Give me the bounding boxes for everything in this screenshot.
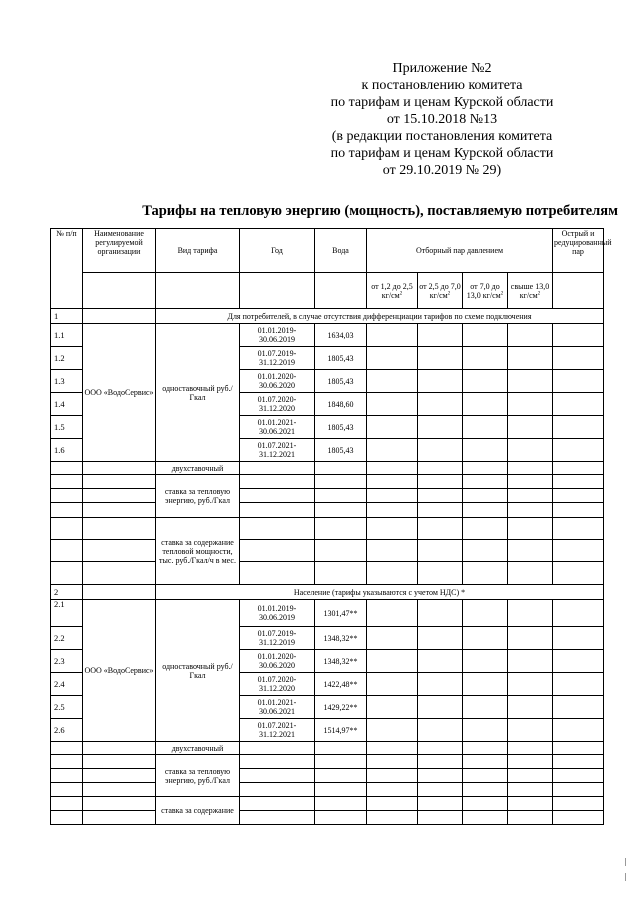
empty-cell [240,462,315,475]
empty-cell [508,650,553,673]
empty-cell [315,489,367,503]
header-org: Наименование регулируемой организации [83,229,156,273]
empty-cell [418,742,463,755]
scan-mark [625,858,626,866]
empty-cell [418,540,463,562]
pressure-1-header: от 1,2 до 2,5 $кг/см^2$ [367,273,418,309]
header-year: Год [240,229,315,273]
empty-cell [508,503,553,518]
period: 01.01.2019-30.06.2019 [240,324,315,347]
water-value: 1634,03 [315,324,367,347]
row-number: 2.4 [51,673,83,696]
empty-cell [83,811,156,825]
period: 01.01.2021-30.06.2021 [240,416,315,439]
empty-cell [553,439,604,462]
row-number: 1.4 [51,393,83,416]
empty-cell [315,273,367,309]
empty-cell [240,503,315,518]
empty-cell [240,475,315,489]
row-number: 2.5 [51,696,83,719]
empty-cell [240,742,315,755]
empty-cell [463,797,508,811]
empty-cell [553,347,604,370]
empty-cell [463,503,508,518]
row-number: 2.6 [51,719,83,742]
empty-cell [367,783,418,797]
empty-cell [315,475,367,489]
tariff-type: одноставочный руб./Гкал [156,600,240,742]
empty-cell [367,742,418,755]
empty-cell [463,673,508,696]
header-sharp-steam: Острый и редуцированный пар [553,229,604,273]
empty-cell [553,416,604,439]
empty-cell [315,811,367,825]
empty-cell [508,518,553,540]
empty-cell [463,562,508,585]
empty-cell [508,489,553,503]
empty-cell [240,273,315,309]
empty-cell [418,696,463,719]
empty-cell [418,627,463,650]
empty-cell [463,783,508,797]
table-row [51,462,604,475]
empty-cell [418,439,463,462]
empty-cell [315,562,367,585]
energy-rate-label: ставка за тепловую энергию, руб./Гкал [156,755,240,797]
empty-cell [367,627,418,650]
empty-cell [418,324,463,347]
period: 01.07.2019-31.12.2019 [240,347,315,370]
empty-cell [463,600,508,627]
table-row [51,783,604,797]
row-number: 1.3 [51,370,83,393]
empty-cell [367,462,418,475]
empty-cell [553,503,604,518]
empty-cell [553,393,604,416]
empty-cell [367,475,418,489]
empty-cell [553,650,604,673]
empty-cell [553,755,604,769]
empty-cell [240,783,315,797]
empty-cell [315,797,367,811]
tariff-table [50,228,612,825]
empty-cell [508,755,553,769]
empty-cell [508,475,553,489]
empty-cell [315,462,367,475]
empty-cell [553,600,604,627]
empty-cell [463,393,508,416]
empty-cell [83,562,156,585]
empty-cell [83,503,156,518]
header-num: № п/п [51,229,83,309]
table-row [51,797,604,811]
empty-cell [83,475,156,489]
empty-cell [367,696,418,719]
empty-cell [240,562,315,585]
empty-cell [418,650,463,673]
empty-cell [367,562,418,585]
empty-cell [367,393,418,416]
scan-mark [625,873,626,881]
empty-cell [83,540,156,562]
empty-cell [240,797,315,811]
table-row [51,742,604,755]
empty-cell [83,585,156,600]
appendix-block [292,60,592,179]
empty-cell [508,540,553,562]
empty-cell [508,600,553,627]
appendix-line: по тарифам и ценам Курской области [330,95,554,110]
empty-cell [367,503,418,518]
water-value: 1429,22** [315,696,367,719]
empty-cell [367,650,418,673]
empty-cell [51,562,83,585]
period: 01.01.2021-30.06.2021 [240,696,315,719]
water-value: 1805,43 [315,370,367,393]
empty-cell [315,755,367,769]
empty-cell [83,462,156,475]
empty-cell [367,673,418,696]
empty-cell [367,489,418,503]
row-number: 2.3 [51,650,83,673]
empty-cell [367,755,418,769]
empty-cell [553,489,604,503]
empty-cell [553,696,604,719]
empty-cell [508,462,553,475]
empty-cell [553,273,604,309]
empty-cell [240,489,315,503]
empty-cell [508,324,553,347]
empty-cell [463,475,508,489]
header-water: Вода [315,229,367,273]
period: 01.07.2020-31.12.2020 [240,673,315,696]
empty-cell [418,416,463,439]
empty-cell [508,393,553,416]
table-row [51,475,604,489]
empty-cell [418,719,463,742]
appendix-line: от 29.10.2019 № 29) [382,163,502,178]
empty-cell [367,416,418,439]
empty-cell [83,783,156,797]
empty-cell [508,627,553,650]
row-number: 1.2 [51,347,83,370]
empty-cell [156,273,240,309]
empty-cell [463,742,508,755]
two-rate-label: двухставочный [156,742,240,755]
empty-cell [463,696,508,719]
empty-cell [51,769,83,783]
empty-cell [51,462,83,475]
empty-cell [83,273,156,309]
empty-cell [83,797,156,811]
table-row [51,769,604,783]
empty-cell [553,719,604,742]
section-caption: Население (тарифы указываются с учетом НДС) * [156,585,604,600]
empty-cell [463,324,508,347]
empty-cell [367,324,418,347]
empty-cell [418,347,463,370]
empty-cell [508,416,553,439]
empty-cell [83,742,156,755]
energy-rate-label: ставка за тепловую энергию, руб./Гкал [156,475,240,518]
empty-cell [553,811,604,825]
empty-cell [51,783,83,797]
empty-cell [367,540,418,562]
empty-cell [553,673,604,696]
empty-cell [315,783,367,797]
empty-cell [418,600,463,627]
appendix-line: (в редакции постановления комитета [331,129,553,144]
document-title: Тарифы на тепловую энергию (мощность), поставляемую потребителям [142,203,618,219]
power-rate-label: ставка за содержание [156,797,240,825]
empty-cell [418,783,463,797]
empty-cell [367,347,418,370]
empty-cell [367,439,418,462]
empty-cell [508,769,553,783]
empty-cell [315,518,367,540]
water-value: 1805,43 [315,416,367,439]
empty-cell [51,742,83,755]
table-row [51,540,604,562]
empty-cell [553,797,604,811]
period: 01.01.2020-30.06.2020 [240,650,315,673]
empty-cell [553,769,604,783]
empty-cell [508,673,553,696]
empty-cell [418,755,463,769]
water-value: 1301,47** [315,600,367,627]
empty-cell [418,462,463,475]
table-row [51,324,604,347]
empty-cell [508,370,553,393]
empty-cell [508,347,553,370]
section-caption-row [51,585,604,600]
two-rate-label: двухставочный [156,462,240,475]
subheader-row [51,273,604,309]
empty-cell [508,783,553,797]
empty-cell [51,489,83,503]
empty-cell [463,462,508,475]
empty-cell [508,439,553,462]
pressure-3-header: от 7,0 до 13,0 $кг/см^2$ [463,273,508,309]
empty-cell [51,503,83,518]
empty-cell [51,518,83,540]
empty-cell [418,370,463,393]
water-value: 1805,43 [315,347,367,370]
empty-cell [367,769,418,783]
empty-cell [463,755,508,769]
empty-cell [418,562,463,585]
empty-cell [315,540,367,562]
power-rate-label: ставка за содержание тепловой мощности, тыс. руб./Гкал/ч в мес. [156,518,240,585]
row-number: 1.5 [51,416,83,439]
empty-cell [553,783,604,797]
empty-cell [367,600,418,627]
empty-cell [508,719,553,742]
water-value: 1514,97** [315,719,367,742]
table-row [51,562,604,585]
empty-cell [51,755,83,769]
empty-cell [463,650,508,673]
period: 01.07.2021-31.12.2021 [240,719,315,742]
empty-cell [553,562,604,585]
table-row [51,600,604,627]
section-caption-row [51,309,604,324]
empty-cell [51,811,83,825]
header-row [51,229,604,273]
pressure-4-header: свыше 13,0 $кг/см^2$ [508,273,553,309]
empty-cell [367,518,418,540]
empty-cell [418,811,463,825]
section-number: 2 [51,585,83,600]
empty-cell [418,769,463,783]
row-number: 1.1 [51,324,83,347]
empty-cell [463,370,508,393]
empty-cell [83,309,156,324]
empty-cell [51,475,83,489]
empty-cell [508,797,553,811]
empty-cell [51,797,83,811]
empty-cell [240,518,315,540]
empty-cell [240,540,315,562]
empty-cell [315,742,367,755]
period: 01.01.2020-30.06.2020 [240,370,315,393]
row-number: 2.1 [51,600,83,627]
table-row [51,755,604,769]
empty-cell [418,797,463,811]
empty-cell [418,518,463,540]
empty-cell [553,627,604,650]
empty-cell [240,769,315,783]
empty-cell [463,540,508,562]
period: 01.07.2019-31.12.2019 [240,627,315,650]
appendix-line: по тарифам и ценам Курской области [330,146,554,161]
empty-cell [553,518,604,540]
empty-cell [508,811,553,825]
empty-cell [463,489,508,503]
empty-cell [51,540,83,562]
appendix-line: от 15.10.2018 №13 [386,112,498,127]
empty-cell [553,324,604,347]
organization-name: ООО «ВодоСервис» [83,324,156,462]
pressure-2-header: от 2,5 до 7,0 $кг/см^2$ [418,273,463,309]
empty-cell [240,811,315,825]
empty-cell [83,769,156,783]
empty-cell [463,627,508,650]
empty-cell [553,742,604,755]
empty-cell [553,475,604,489]
table-row [51,518,604,540]
header-steam: Отборный пар давлением [367,229,553,273]
empty-cell [315,769,367,783]
empty-cell [553,540,604,562]
section-caption: Для потребителей, в случае отсутствия дифференциации тарифов по схеме подключения [156,309,604,324]
empty-cell [463,719,508,742]
empty-cell [463,811,508,825]
organization-name: ООО «ВодоСервис» [83,600,156,742]
empty-cell [418,503,463,518]
empty-cell [463,347,508,370]
water-value: 1348,32** [315,627,367,650]
empty-cell [553,462,604,475]
empty-cell [418,475,463,489]
empty-cell [418,489,463,503]
table-row [51,503,604,518]
empty-cell [508,562,553,585]
empty-cell [418,393,463,416]
table-row [51,489,604,503]
empty-cell [463,518,508,540]
empty-cell [83,518,156,540]
water-value: 1848,60 [315,393,367,416]
empty-cell [83,489,156,503]
table-row [51,811,604,825]
empty-cell [367,719,418,742]
period: 01.07.2021-31.12.2021 [240,439,315,462]
water-value: 1348,32** [315,650,367,673]
empty-cell [553,370,604,393]
row-number: 2.2 [51,627,83,650]
appendix-line: к постановлению комитета [361,78,523,93]
section-number: 1 [51,309,83,324]
empty-cell [418,673,463,696]
row-number: 1.6 [51,439,83,462]
water-value: 1422,48** [315,673,367,696]
empty-cell [463,439,508,462]
empty-cell [367,811,418,825]
empty-cell [463,416,508,439]
empty-cell [83,755,156,769]
period: 01.07.2020-31.12.2020 [240,393,315,416]
empty-cell [367,370,418,393]
tariff-type: одноставочный руб./Гкал [156,324,240,462]
empty-cell [508,696,553,719]
empty-cell [463,769,508,783]
period: 01.01.2019-30.06.2019 [240,600,315,627]
empty-cell [240,755,315,769]
empty-cell [508,742,553,755]
header-tariff-type: Вид тарифа [156,229,240,273]
appendix-line: Приложение №2 [392,61,492,76]
empty-cell [315,503,367,518]
empty-cell [367,797,418,811]
water-value: 1805,43 [315,439,367,462]
